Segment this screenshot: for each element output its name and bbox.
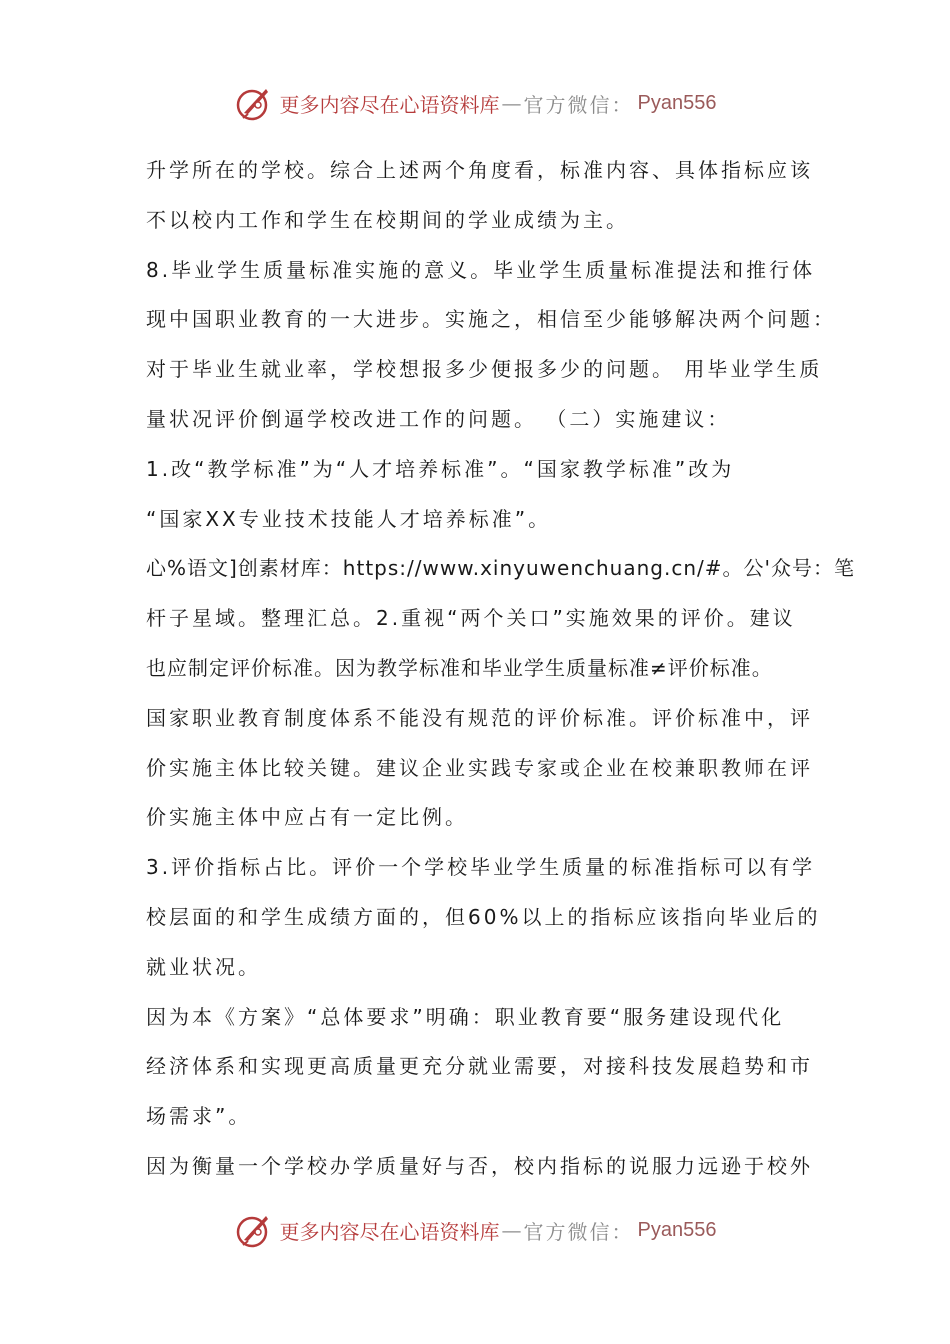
body-line: 场需求”。 [146, 1104, 252, 1129]
header-banner [0, 78, 950, 128]
body-line: 对于毕业生就业率，学校想报多少便报多少的问题。 用毕业学生质 [146, 357, 823, 382]
banner-wechat-id: Pyan556 [637, 1218, 717, 1241]
banner-wechat-id: Pyan556 [637, 91, 717, 114]
body-line: 校层面的和学生成绩方面的，但60%以上的指标应该指向毕业后的 [146, 904, 821, 929]
body-line: 就业状况。 [146, 954, 261, 979]
banner-dash: — [501, 1218, 522, 1242]
body-line: 3.评价指标占比。评价一个学校毕业学生质量的标准指标可以有学 [146, 855, 816, 880]
body-line: 价实施主体中应占有一定比例。 [146, 805, 468, 830]
body-line: 1.改“教学标准”为“人才培养标准”。“国家教学标准”改为 [146, 456, 735, 481]
banner-dash: — [501, 91, 522, 115]
body-line: 因为衡量一个学校办学质量好与否，校内指标的说服力远逊于校外 [146, 1153, 813, 1178]
body-line: 现中国职业教育的一大进步。实施之，相信至少能够解决两个问题： [146, 307, 836, 332]
body-line: 心%语文]创素材库：https://www.xinyuwenchuang.cn/#。公'众号：笔 [146, 556, 856, 581]
banner-official-label: 官方微信： [523, 92, 634, 117]
banner-brand: 更多内容尽在心语资料库 [279, 92, 500, 117]
banner-brand: 更多内容尽在心语资料库 [279, 1219, 500, 1244]
document-body [146, 146, 856, 1192]
body-line: 8.毕业学生质量标准实施的意义。毕业学生质量标准提法和推行体 [146, 257, 816, 282]
body-line: 国家职业教育制度体系不能没有规范的评价标准。评价标准中，评 [146, 705, 813, 730]
body-line: 杆子星域。整理汇总。2.重视“两个关口”实施效果的评价。建议 [146, 606, 796, 631]
body-line: 不以校内工作和学生在校期间的学业成绩为主。 [146, 207, 629, 232]
quill-logo-icon [234, 83, 274, 123]
footer-banner [0, 1205, 950, 1255]
body-line: 量状况评价倒逼学校改进工作的问题。 （二）实施建议： [146, 406, 731, 431]
body-line: 升学所在的学校。综合上述两个角度看，标准内容、具体指标应该 [146, 158, 813, 182]
body-line: 价实施主体比较关键。建议企业实践专家或企业在校兼职教师在评 [146, 755, 813, 780]
body-line: 因为本《方案》“总体要求”明确：职业教育要“服务建设现代化 [146, 1004, 785, 1029]
body-line: 经济体系和实现更高质量更充分就业需要，对接科技发展趋势和市 [146, 1054, 813, 1079]
quill-logo-icon [234, 1210, 274, 1250]
banner-official-label: 官方微信： [523, 1219, 634, 1244]
body-line: 也应制定评价标准。因为教学标准和毕业学生质量标准≠评价标准。 [146, 655, 773, 680]
body-line: “国家XX专业技术技能人才培养标准”。 [146, 506, 552, 531]
